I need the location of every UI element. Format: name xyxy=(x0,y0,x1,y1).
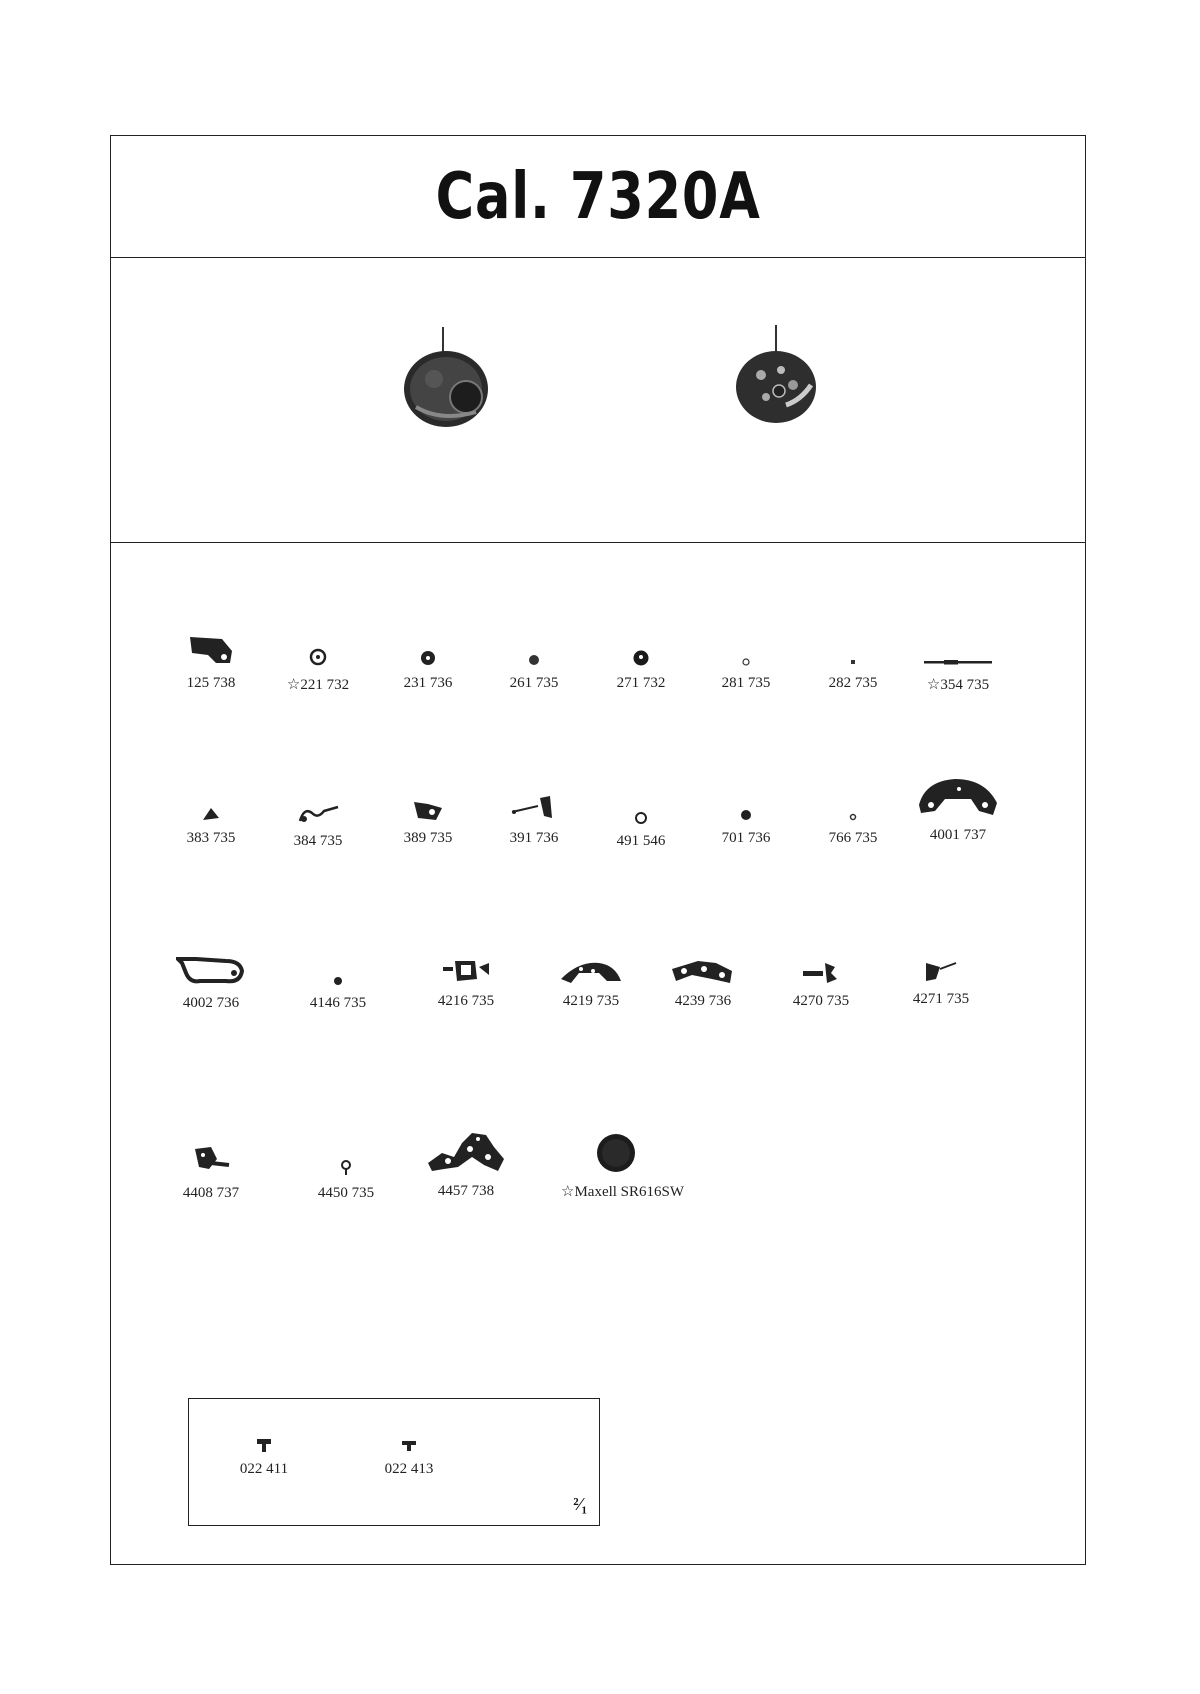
part-item xyxy=(536,941,646,1010)
wheel-icon xyxy=(586,623,696,667)
part-number: 4270 735 xyxy=(792,993,850,1009)
bridge-plate-icon xyxy=(903,775,1013,819)
part-number: 4216 735 xyxy=(437,993,495,1009)
bridge-plate-icon xyxy=(156,943,266,987)
part-number: 383 735 xyxy=(186,830,236,846)
part-item xyxy=(156,1133,266,1202)
part-item xyxy=(263,781,373,850)
part-item xyxy=(903,623,1013,694)
jewel-icon xyxy=(691,623,801,667)
part-number: ☆Maxell SR616SW xyxy=(561,1184,685,1200)
part-item xyxy=(354,1409,464,1478)
movement-panel xyxy=(111,257,1085,543)
battery-icon xyxy=(561,1118,671,1174)
part-item xyxy=(156,623,266,692)
part-number: 261 735 xyxy=(509,675,559,691)
part-number: 4002 736 xyxy=(182,995,240,1011)
part-number: 391 736 xyxy=(509,830,559,846)
part-item xyxy=(479,623,589,692)
part-number: 4146 735 xyxy=(309,995,367,1011)
part-number: 4457 738 xyxy=(437,1183,495,1199)
wheel-icon xyxy=(691,778,801,822)
part-item xyxy=(691,623,801,692)
screw-icon xyxy=(209,1409,319,1453)
part-item xyxy=(373,623,483,692)
part-item xyxy=(561,1118,685,1201)
part-number: 231 736 xyxy=(403,675,453,691)
part-number: 282 735 xyxy=(828,675,878,691)
part-item xyxy=(156,943,266,1012)
part-item xyxy=(263,623,373,694)
screw-icon xyxy=(354,1409,464,1453)
part-number: 701 736 xyxy=(721,830,771,846)
part-number: 384 735 xyxy=(293,833,343,849)
part-item xyxy=(886,939,996,1008)
part-number: 4450 735 xyxy=(317,1185,375,1201)
wheel-icon xyxy=(263,623,373,667)
part-item xyxy=(479,778,589,847)
part-item xyxy=(209,1409,319,1478)
lever-icon xyxy=(156,1133,266,1177)
pin-icon xyxy=(291,1133,401,1177)
part-number: 4001 737 xyxy=(929,827,987,843)
jewel-icon xyxy=(283,943,393,987)
lever-icon xyxy=(373,778,483,822)
movement-back-icon xyxy=(731,325,841,435)
part-number: 4271 735 xyxy=(912,991,970,1007)
screw-number: 022 413 xyxy=(384,1461,434,1477)
bridge-plate-icon xyxy=(648,941,758,985)
lever-icon xyxy=(263,781,373,825)
part-item xyxy=(411,1131,521,1200)
part-number: ☆221 732 xyxy=(286,677,350,693)
part-item xyxy=(586,623,696,692)
part-item xyxy=(283,943,393,1012)
scale-ratio: ²⁄₁ xyxy=(573,1494,587,1514)
stem-icon xyxy=(903,623,1013,667)
parts-grid xyxy=(111,543,1085,1563)
part-number: 125 738 xyxy=(186,675,236,691)
part-number: 281 735 xyxy=(721,675,771,691)
part-item xyxy=(648,941,758,1010)
pin-icon xyxy=(798,623,908,667)
rotor-icon xyxy=(766,941,876,985)
part-number: 491 546 xyxy=(616,833,666,849)
coil-icon xyxy=(411,941,521,985)
wheel-icon xyxy=(479,623,589,667)
part-item xyxy=(156,778,266,847)
part-number: 4219 735 xyxy=(562,993,620,1009)
screws-box xyxy=(188,1398,600,1526)
part-item xyxy=(903,775,1013,844)
jewel-icon xyxy=(798,778,908,822)
part-item xyxy=(691,778,801,847)
title-box xyxy=(111,136,1085,258)
part-number: 766 735 xyxy=(828,830,878,846)
catalog-frame xyxy=(110,135,1086,1565)
part-item xyxy=(586,781,696,850)
bridge-plate-icon xyxy=(411,1131,521,1175)
part-item xyxy=(798,623,908,692)
part-item xyxy=(373,778,483,847)
part-item xyxy=(798,778,908,847)
ring-icon xyxy=(586,781,696,825)
part-item xyxy=(766,941,876,1010)
part-number: 4239 736 xyxy=(674,993,732,1009)
page-title: Cal. 7320A xyxy=(435,159,761,234)
spring-icon xyxy=(156,778,266,822)
part-item xyxy=(291,1133,401,1202)
clip-icon xyxy=(886,939,996,983)
part-number: ☆354 735 xyxy=(926,677,990,693)
screw-number: 022 411 xyxy=(239,1461,289,1477)
wheel-icon xyxy=(373,623,483,667)
part-bridge-icon xyxy=(156,623,266,667)
part-number: 271 732 xyxy=(616,675,666,691)
lever-icon xyxy=(479,778,589,822)
movement-front-icon xyxy=(396,327,506,437)
part-item xyxy=(411,941,521,1010)
part-number: 389 735 xyxy=(403,830,453,846)
part-number: 4408 737 xyxy=(182,1185,240,1201)
bridge-plate-icon xyxy=(536,941,646,985)
